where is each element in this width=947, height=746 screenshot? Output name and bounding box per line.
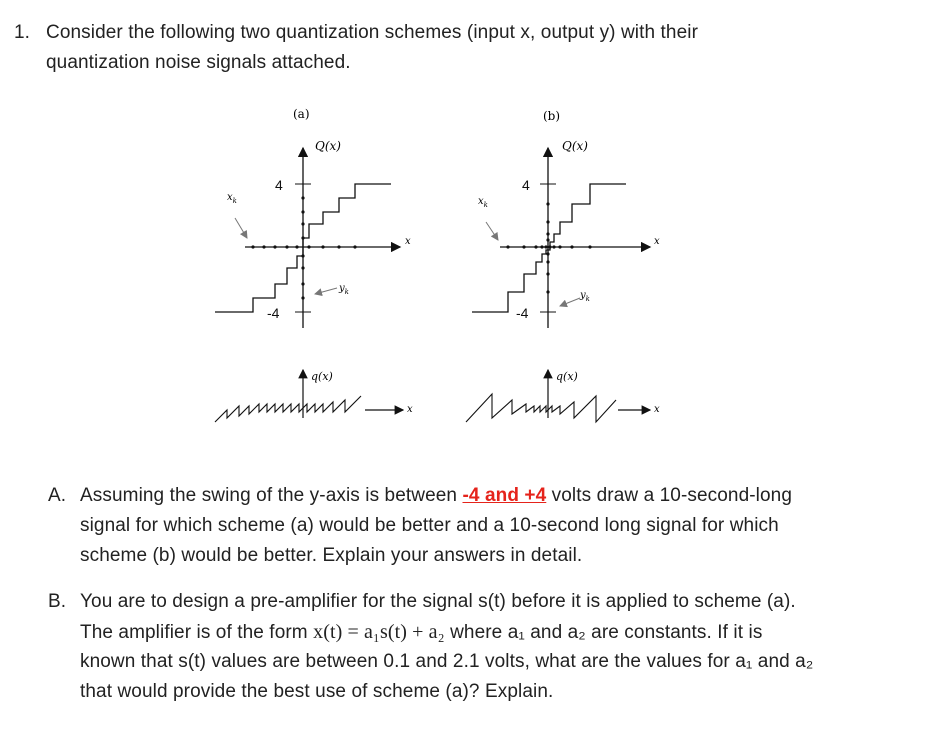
scheme-a-label: (a) (293, 107, 310, 121)
amplifier-formula: x(t) = a₁s(t) + a₂ (313, 621, 445, 643)
part-b-line-4: that would provide the best use of scheme (a)? Explain. (80, 681, 554, 702)
scheme-a-noise-label: q(x) (311, 370, 333, 383)
voltage-range-highlight: -4 and +4 (462, 485, 547, 506)
scheme-b-xk-label: $x_k$ (478, 196, 488, 209)
scheme-a-x-label: x (405, 236, 411, 247)
scheme-a-tick-top-label: 4 (275, 177, 283, 193)
scheme-b-xk-arrow (486, 222, 498, 240)
scheme-a (215, 107, 413, 422)
scheme-b-tick-top-label: 4 (522, 177, 530, 193)
question-line-1: Consider the following two quantization schemes (input x, output y) with their (46, 22, 699, 43)
question-line-2: quantization noise signals attached. (46, 52, 351, 73)
scheme-b (466, 109, 660, 422)
part-b-line-1: You are to design a pre-amplifier for the signal s(t) before it is applied to scheme (a). (80, 591, 796, 612)
scheme-b-noise-label: q(x) (556, 370, 578, 383)
scheme-b-tick-bottom-label: -4 (516, 305, 529, 321)
scheme-b-noise-x-label: x (654, 404, 660, 415)
scheme-a-noise-x-label: x (407, 404, 413, 415)
part-a-line-1: Assuming the swing of the y-axis is between -4 and +4 volts draw a 10-second-long (80, 485, 792, 506)
scheme-b-x-label: x (654, 236, 660, 247)
scheme-b-yk-label: $y_k$ (580, 290, 590, 303)
scheme-a-xk-label: $x_k$ (227, 192, 237, 205)
scheme-a-yk-arrow (315, 288, 337, 294)
part-a-line-3: scheme (b) would be better. Explain your answers in detail. (80, 545, 583, 566)
part-b-line-3: known that s(t) values are between 0.1 and 2.1 volts, what are the values for a₁ and a₂ (80, 651, 814, 672)
scheme-b-q-label: Q(x) (562, 139, 588, 153)
quantization-figure (205, 100, 685, 440)
scheme-a-yk-label: $y_k$ (339, 283, 349, 296)
scheme-b-noise-sawtooth (466, 394, 616, 422)
part-b-line-2: The amplifier is of the form x(t) = a₁s(t) + a₂ where a₁ and a₂ are constants. If it is (80, 621, 763, 643)
scheme-a-q-label: Q(x) (315, 139, 341, 153)
part-a-line-2: signal for which scheme (a) would be better and a 10-second long signal for which (80, 515, 779, 536)
scheme-a-noise-sawtooth (215, 396, 361, 422)
part-b-letter: B. (48, 591, 67, 612)
scheme-a-xk-arrow (235, 218, 247, 238)
scheme-b-label: (b) (543, 109, 561, 123)
scheme-b-decision-points (506, 202, 591, 293)
scheme-a-tick-bottom-label: -4 (267, 305, 280, 321)
part-a-letter: A. (48, 485, 67, 506)
question-number: 1. (14, 22, 31, 43)
scheme-b-yk-arrow (560, 298, 580, 306)
